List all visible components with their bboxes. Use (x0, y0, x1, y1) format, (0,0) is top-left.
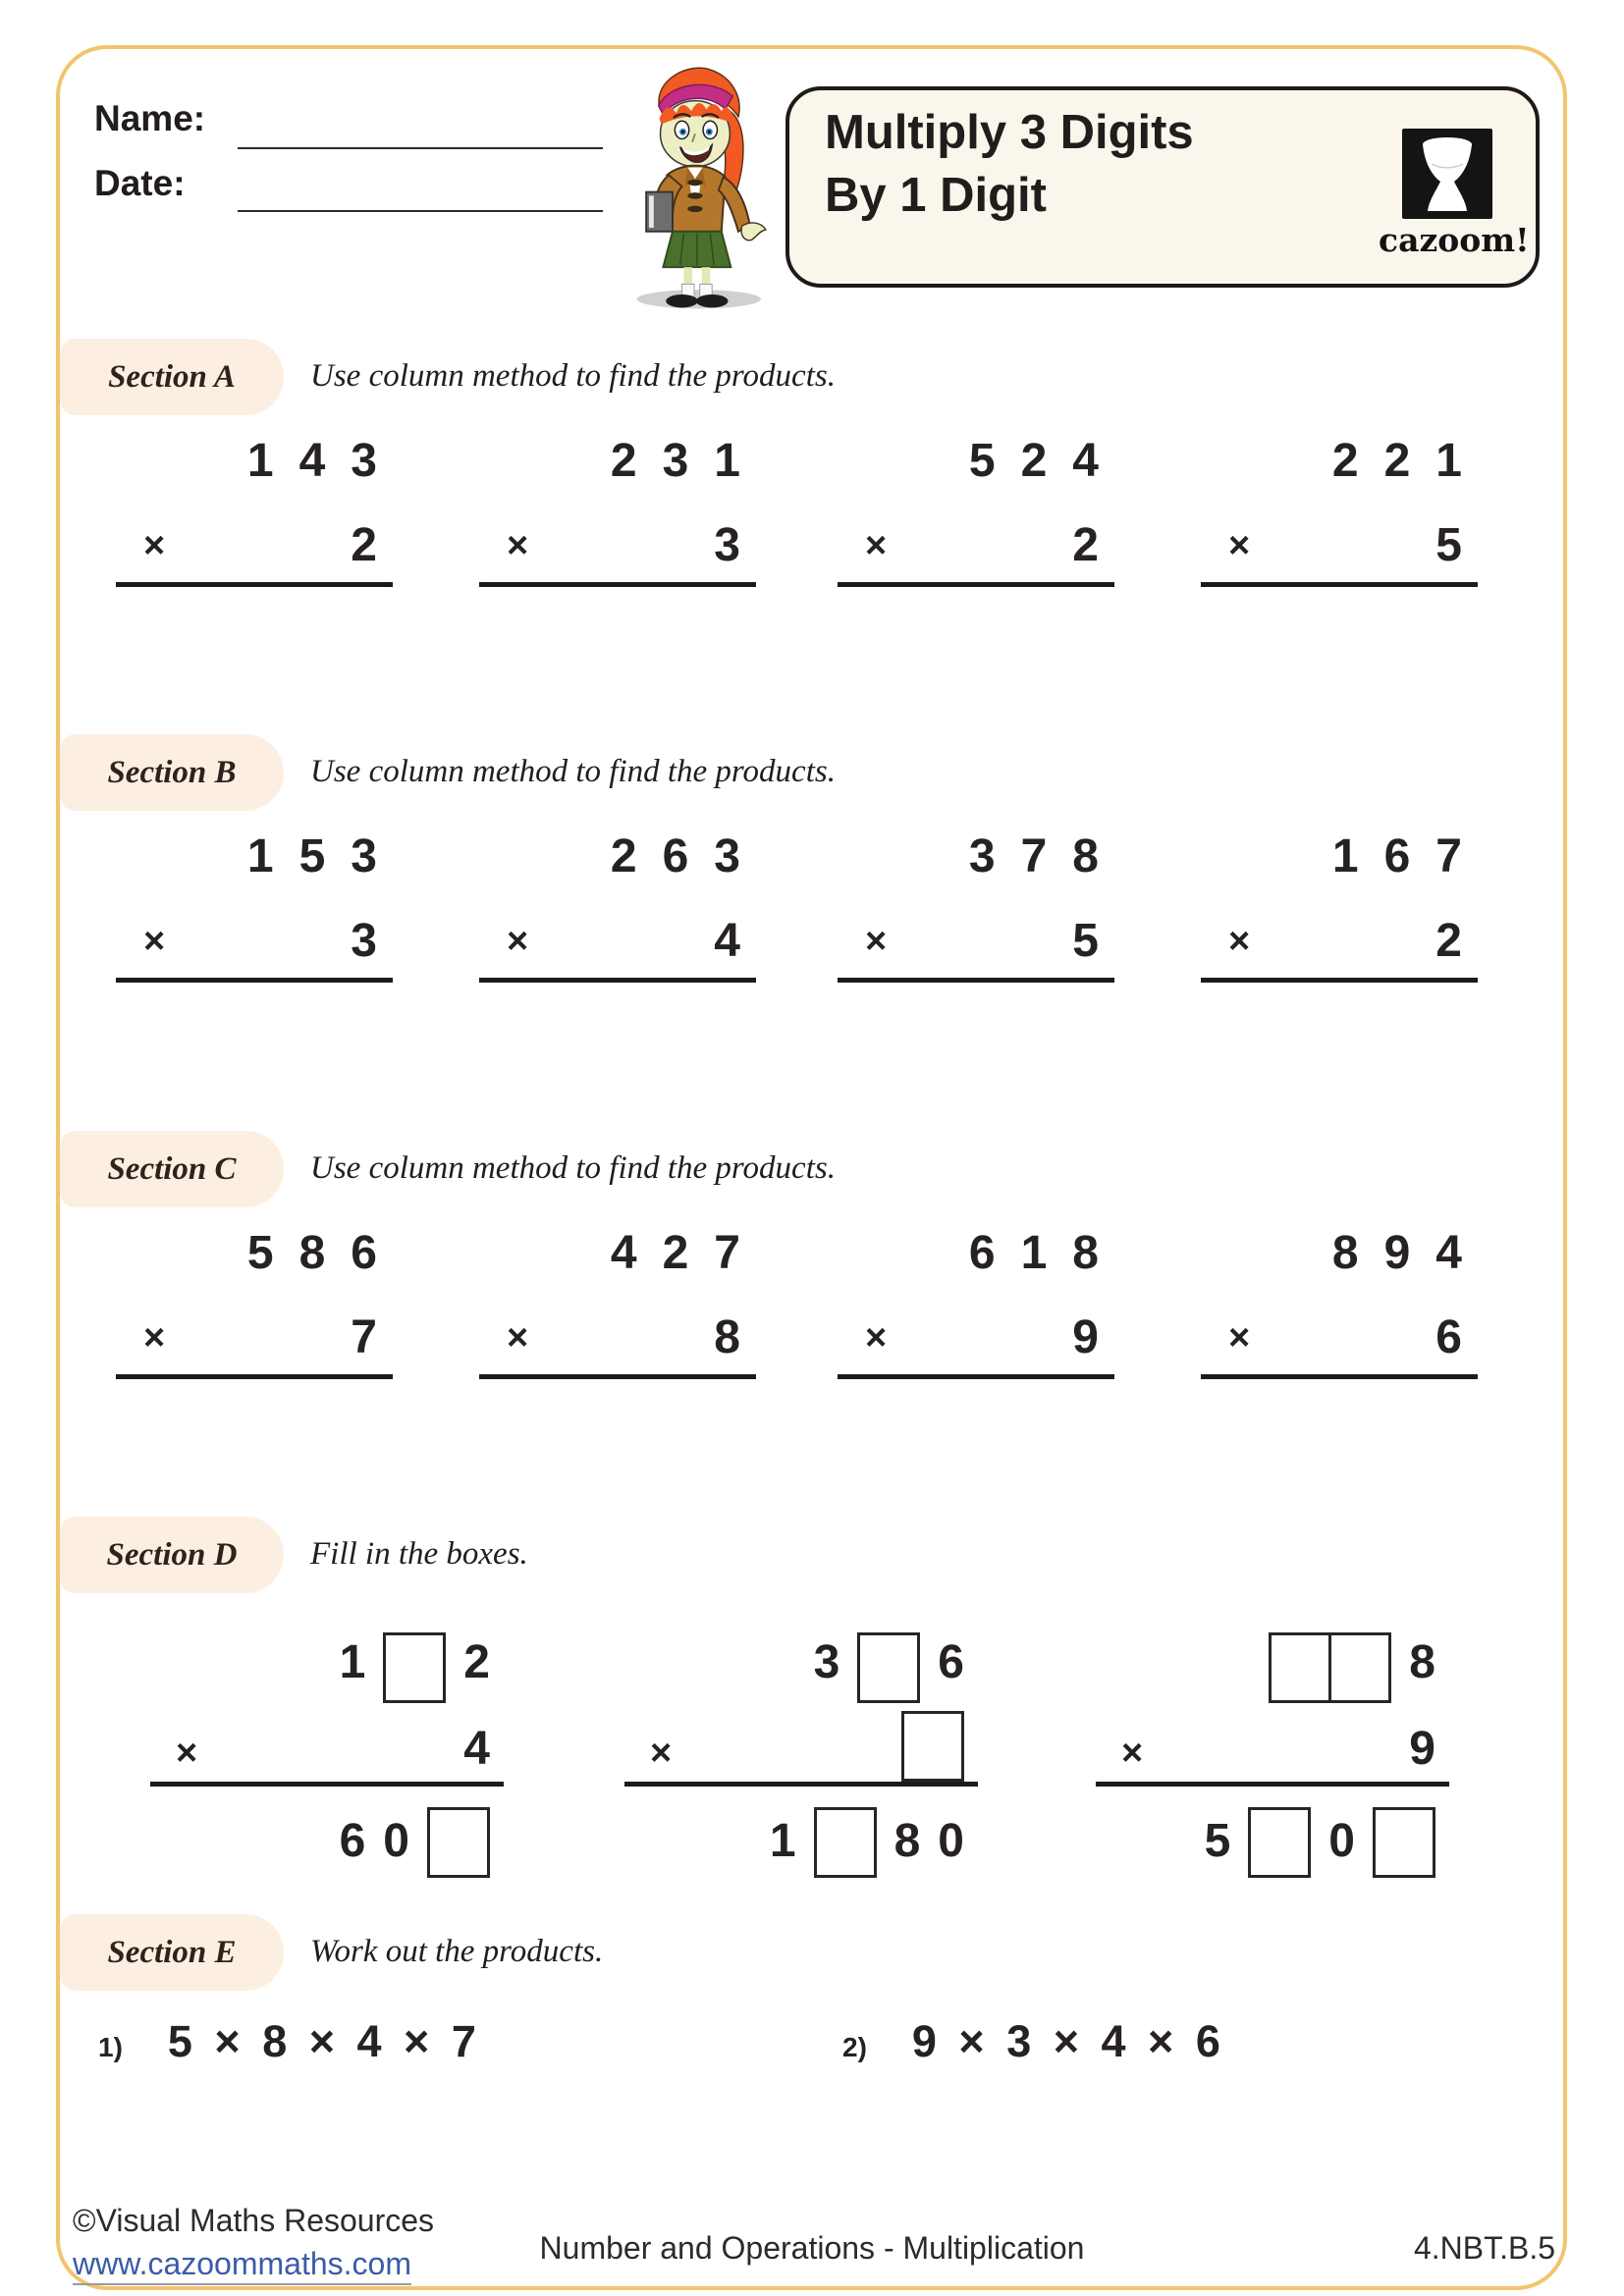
digit: 1 (339, 1636, 366, 1688)
cazoom-logo (1379, 129, 1530, 259)
multiply-sign: × (143, 921, 166, 962)
section-e-instruction: Work out the products. (310, 1934, 604, 1969)
multiplier-row (1096, 1693, 1449, 1780)
section-c-instruction: Use column method to find the products. (310, 1150, 836, 1186)
multiply-sign: × (143, 525, 166, 566)
digit: 6 (968, 1227, 996, 1279)
section-a-label: Section A (108, 358, 236, 395)
digit: 4 (298, 435, 326, 487)
date-label: Date: (94, 163, 186, 203)
digit: 2 (463, 1636, 490, 1688)
multiplicand-row (479, 1215, 756, 1280)
multiply-sign: × (1228, 525, 1251, 566)
column-multiplication-problem (479, 1215, 756, 1379)
multiplier-row (1201, 883, 1478, 968)
product-expression-problem (98, 2016, 481, 2067)
multiplicand-row (624, 1603, 978, 1693)
multiplicand-row (150, 1603, 504, 1693)
website-link[interactable]: www.cazoommaths.com (73, 2246, 411, 2285)
digit: 8 (714, 1311, 740, 1363)
digit: 9 (1383, 1227, 1411, 1279)
digit: 7 (1435, 830, 1462, 882)
multiplicand-row (838, 423, 1114, 488)
multiply-sign: × (865, 1317, 888, 1359)
digit: 8 (1331, 1227, 1359, 1279)
digit: 6 (1435, 1311, 1462, 1363)
section-a-problems (57, 423, 1569, 678)
multiplicand-row (116, 1215, 393, 1280)
section-c-badge (60, 1131, 284, 1207)
digit: 7 (351, 1311, 377, 1363)
multiplicand-row (1096, 1603, 1449, 1693)
digit: 2 (351, 519, 377, 571)
digit: 4 (1072, 435, 1099, 487)
multiply-sign: × (650, 1733, 673, 1774)
multiply-sign: × (865, 525, 888, 566)
digit: 7 (714, 1227, 740, 1279)
digit: 2 (662, 1227, 689, 1279)
section-c-problems (57, 1215, 1569, 1470)
multiplier-row (479, 883, 756, 968)
section-e-badge (60, 1914, 284, 1991)
digit: 4 (1435, 1227, 1462, 1279)
multiplier-row (1201, 1280, 1478, 1364)
section-c-label: Section C (107, 1150, 237, 1187)
digit: 2 (610, 830, 637, 882)
answer-line (1201, 1374, 1478, 1379)
multiplier-cells (463, 1722, 490, 1780)
digit: 2 (1072, 519, 1099, 571)
digit: 9 (1409, 1723, 1435, 1775)
student-girl-illustration (605, 49, 784, 316)
multiply-sign: × (1228, 921, 1251, 962)
multiply-sign: × (1121, 1733, 1144, 1774)
multiply-sign: × (176, 1733, 198, 1774)
product-row (150, 1787, 504, 1891)
product-row (624, 1787, 978, 1891)
answer-line (116, 978, 393, 983)
digit: 8 (298, 1227, 326, 1279)
digit: 3 (351, 830, 377, 882)
digit: 2 (1331, 435, 1359, 487)
answer-line (838, 1374, 1114, 1379)
column-multiplication-problem (838, 423, 1114, 587)
fill-in-box (1269, 1632, 1331, 1703)
multiply-sign: × (507, 921, 529, 962)
digit: 3 (714, 519, 740, 571)
multiply-sign: × (507, 525, 529, 566)
title-line-1: Multiply 3 Digits (825, 106, 1194, 159)
fill-in-box (1373, 1807, 1435, 1878)
answer-line (479, 1374, 756, 1379)
multiplicand-row (479, 423, 756, 488)
multiplicand-row (1201, 423, 1478, 488)
multiply-sign: × (143, 1317, 166, 1359)
digit: 0 (938, 1814, 964, 1867)
answer-line (479, 978, 756, 983)
section-a-instruction: Use column method to find the products. (310, 358, 836, 394)
digit: 5 (246, 1227, 274, 1279)
digit: 2 (1383, 435, 1411, 487)
column-multiplication-problem (116, 1215, 393, 1379)
digit: 1 (246, 435, 274, 487)
column-multiplication-problem (838, 1215, 1114, 1379)
multiplier-row (838, 488, 1114, 572)
digit: 9 (1072, 1311, 1099, 1363)
multiplier-row (624, 1693, 978, 1780)
problem-number: 1) (98, 2032, 123, 2062)
multiplier-cells (901, 1711, 964, 1780)
digit: 1 (1331, 830, 1359, 882)
digit: 5 (1072, 915, 1099, 967)
digit: 3 (351, 435, 377, 487)
digit: 6 (339, 1814, 366, 1867)
column-multiplication-problem (1201, 1215, 1478, 1379)
multiplicand-row (1201, 819, 1478, 883)
footer-topic-text: Number and Operations - Multiplication (539, 2230, 1085, 2266)
digit: 5 (968, 435, 996, 487)
column-multiplication-problem (116, 819, 393, 983)
name-label: Name: (94, 98, 206, 138)
section-b-badge (60, 734, 284, 811)
section-b-problems (57, 819, 1569, 1074)
digit: 1 (714, 435, 740, 487)
expression: 9 × 3 × 4 × 6 (911, 2016, 1225, 2066)
digit: 2 (1435, 915, 1462, 967)
column-multiplication-problem (1201, 819, 1478, 983)
multiplier-cells (1409, 1722, 1435, 1780)
digit: 6 (938, 1636, 964, 1688)
multiplier-row (838, 883, 1114, 968)
answer-line (838, 582, 1114, 587)
multiplier-row (116, 1280, 393, 1364)
section-b-instruction: Use column method to find the products. (310, 754, 836, 789)
digit: 1 (1435, 435, 1462, 487)
cazoom-logo-text: cazoom! (1379, 221, 1530, 259)
digit: 0 (383, 1814, 409, 1867)
digit: 5 (1204, 1814, 1231, 1867)
digit: 0 (1328, 1814, 1355, 1867)
copyright-text: ©Visual Maths Resources (73, 2203, 435, 2238)
section-d-problems (57, 1603, 1569, 1907)
multiplier-row (1201, 488, 1478, 572)
digit: 7 (1020, 830, 1048, 882)
digit: 3 (662, 435, 689, 487)
digit: 8 (1409, 1636, 1435, 1688)
multiplier-row (838, 1280, 1114, 1364)
column-multiplication-problem (479, 819, 756, 983)
digit: 6 (1383, 830, 1411, 882)
fill-in-box (857, 1632, 920, 1703)
answer-line (838, 978, 1114, 983)
fill-in-box (1328, 1632, 1391, 1703)
worksheet-title-box (785, 86, 1540, 288)
worksheet-title (825, 101, 1194, 227)
expression: 5 × 8 × 4 × 7 (167, 2016, 481, 2066)
digit: 5 (298, 830, 326, 882)
fill-in-box (1248, 1807, 1311, 1878)
product-expression-problem (842, 2016, 1225, 2067)
digit: 4 (610, 1227, 637, 1279)
answer-line (1201, 582, 1478, 587)
digit: 8 (893, 1814, 921, 1867)
multiply-sign: × (507, 1317, 529, 1359)
fill-in-boxes-problem (1096, 1603, 1449, 1891)
digit: 3 (714, 830, 740, 882)
section-a-badge (60, 339, 284, 415)
digit: 6 (351, 1227, 377, 1279)
multiplier-row (150, 1693, 504, 1780)
name-write-line (238, 147, 603, 149)
multiplier-row (479, 488, 756, 572)
digit: 4 (463, 1723, 490, 1775)
digit: 8 (1072, 830, 1099, 882)
cazoom-drum-icon (1402, 129, 1492, 219)
digit: 1 (1020, 1227, 1048, 1279)
digit: 1 (769, 1814, 796, 1867)
title-line-2: By 1 Digit (825, 169, 1047, 222)
digit: 8 (1072, 1227, 1099, 1279)
problem-number: 2) (842, 2032, 867, 2062)
fill-in-box (901, 1711, 964, 1782)
multiplicand-row (116, 819, 393, 883)
column-multiplication-problem (1201, 423, 1478, 587)
multiplier-row (479, 1280, 756, 1364)
multiply-sign: × (865, 921, 888, 962)
column-multiplication-problem (116, 423, 393, 587)
fill-in-box (427, 1807, 490, 1878)
digit: 1 (246, 830, 274, 882)
answer-line (116, 1374, 393, 1379)
fill-in-box (814, 1807, 877, 1878)
answer-line (116, 582, 393, 587)
digit: 5 (1435, 519, 1462, 571)
multiplicand-row (838, 819, 1114, 883)
section-d-label: Section D (106, 1536, 238, 1573)
date-write-line (238, 210, 603, 212)
digit: 3 (813, 1636, 840, 1688)
digit: 3 (968, 830, 996, 882)
standard-code: 4.NBT.B.5 (1413, 2230, 1555, 2266)
digit: 6 (662, 830, 689, 882)
fill-in-boxes-problem (150, 1603, 504, 1891)
fill-in-boxes-problem (624, 1603, 978, 1891)
section-e-label: Section E (107, 1934, 237, 1970)
column-multiplication-problem (479, 423, 756, 587)
product-row (1096, 1787, 1449, 1891)
section-b-label: Section B (107, 754, 237, 790)
multiplicand-row (116, 423, 393, 488)
multiply-sign: × (1228, 1317, 1251, 1359)
multiplicand-row (838, 1215, 1114, 1280)
answer-line (479, 582, 756, 587)
fill-in-box (383, 1632, 446, 1703)
answer-line (1201, 978, 1478, 983)
multiplicand-row (479, 819, 756, 883)
section-d-badge (60, 1517, 284, 1593)
column-multiplication-problem (838, 819, 1114, 983)
multiplier-row (116, 488, 393, 572)
digit: 3 (351, 915, 377, 967)
digit: 2 (1020, 435, 1048, 487)
digit: 4 (714, 915, 740, 967)
section-d-instruction: Fill in the boxes. (310, 1536, 528, 1572)
digit: 2 (610, 435, 637, 487)
multiplicand-row (1201, 1215, 1478, 1280)
multiplier-row (116, 883, 393, 968)
